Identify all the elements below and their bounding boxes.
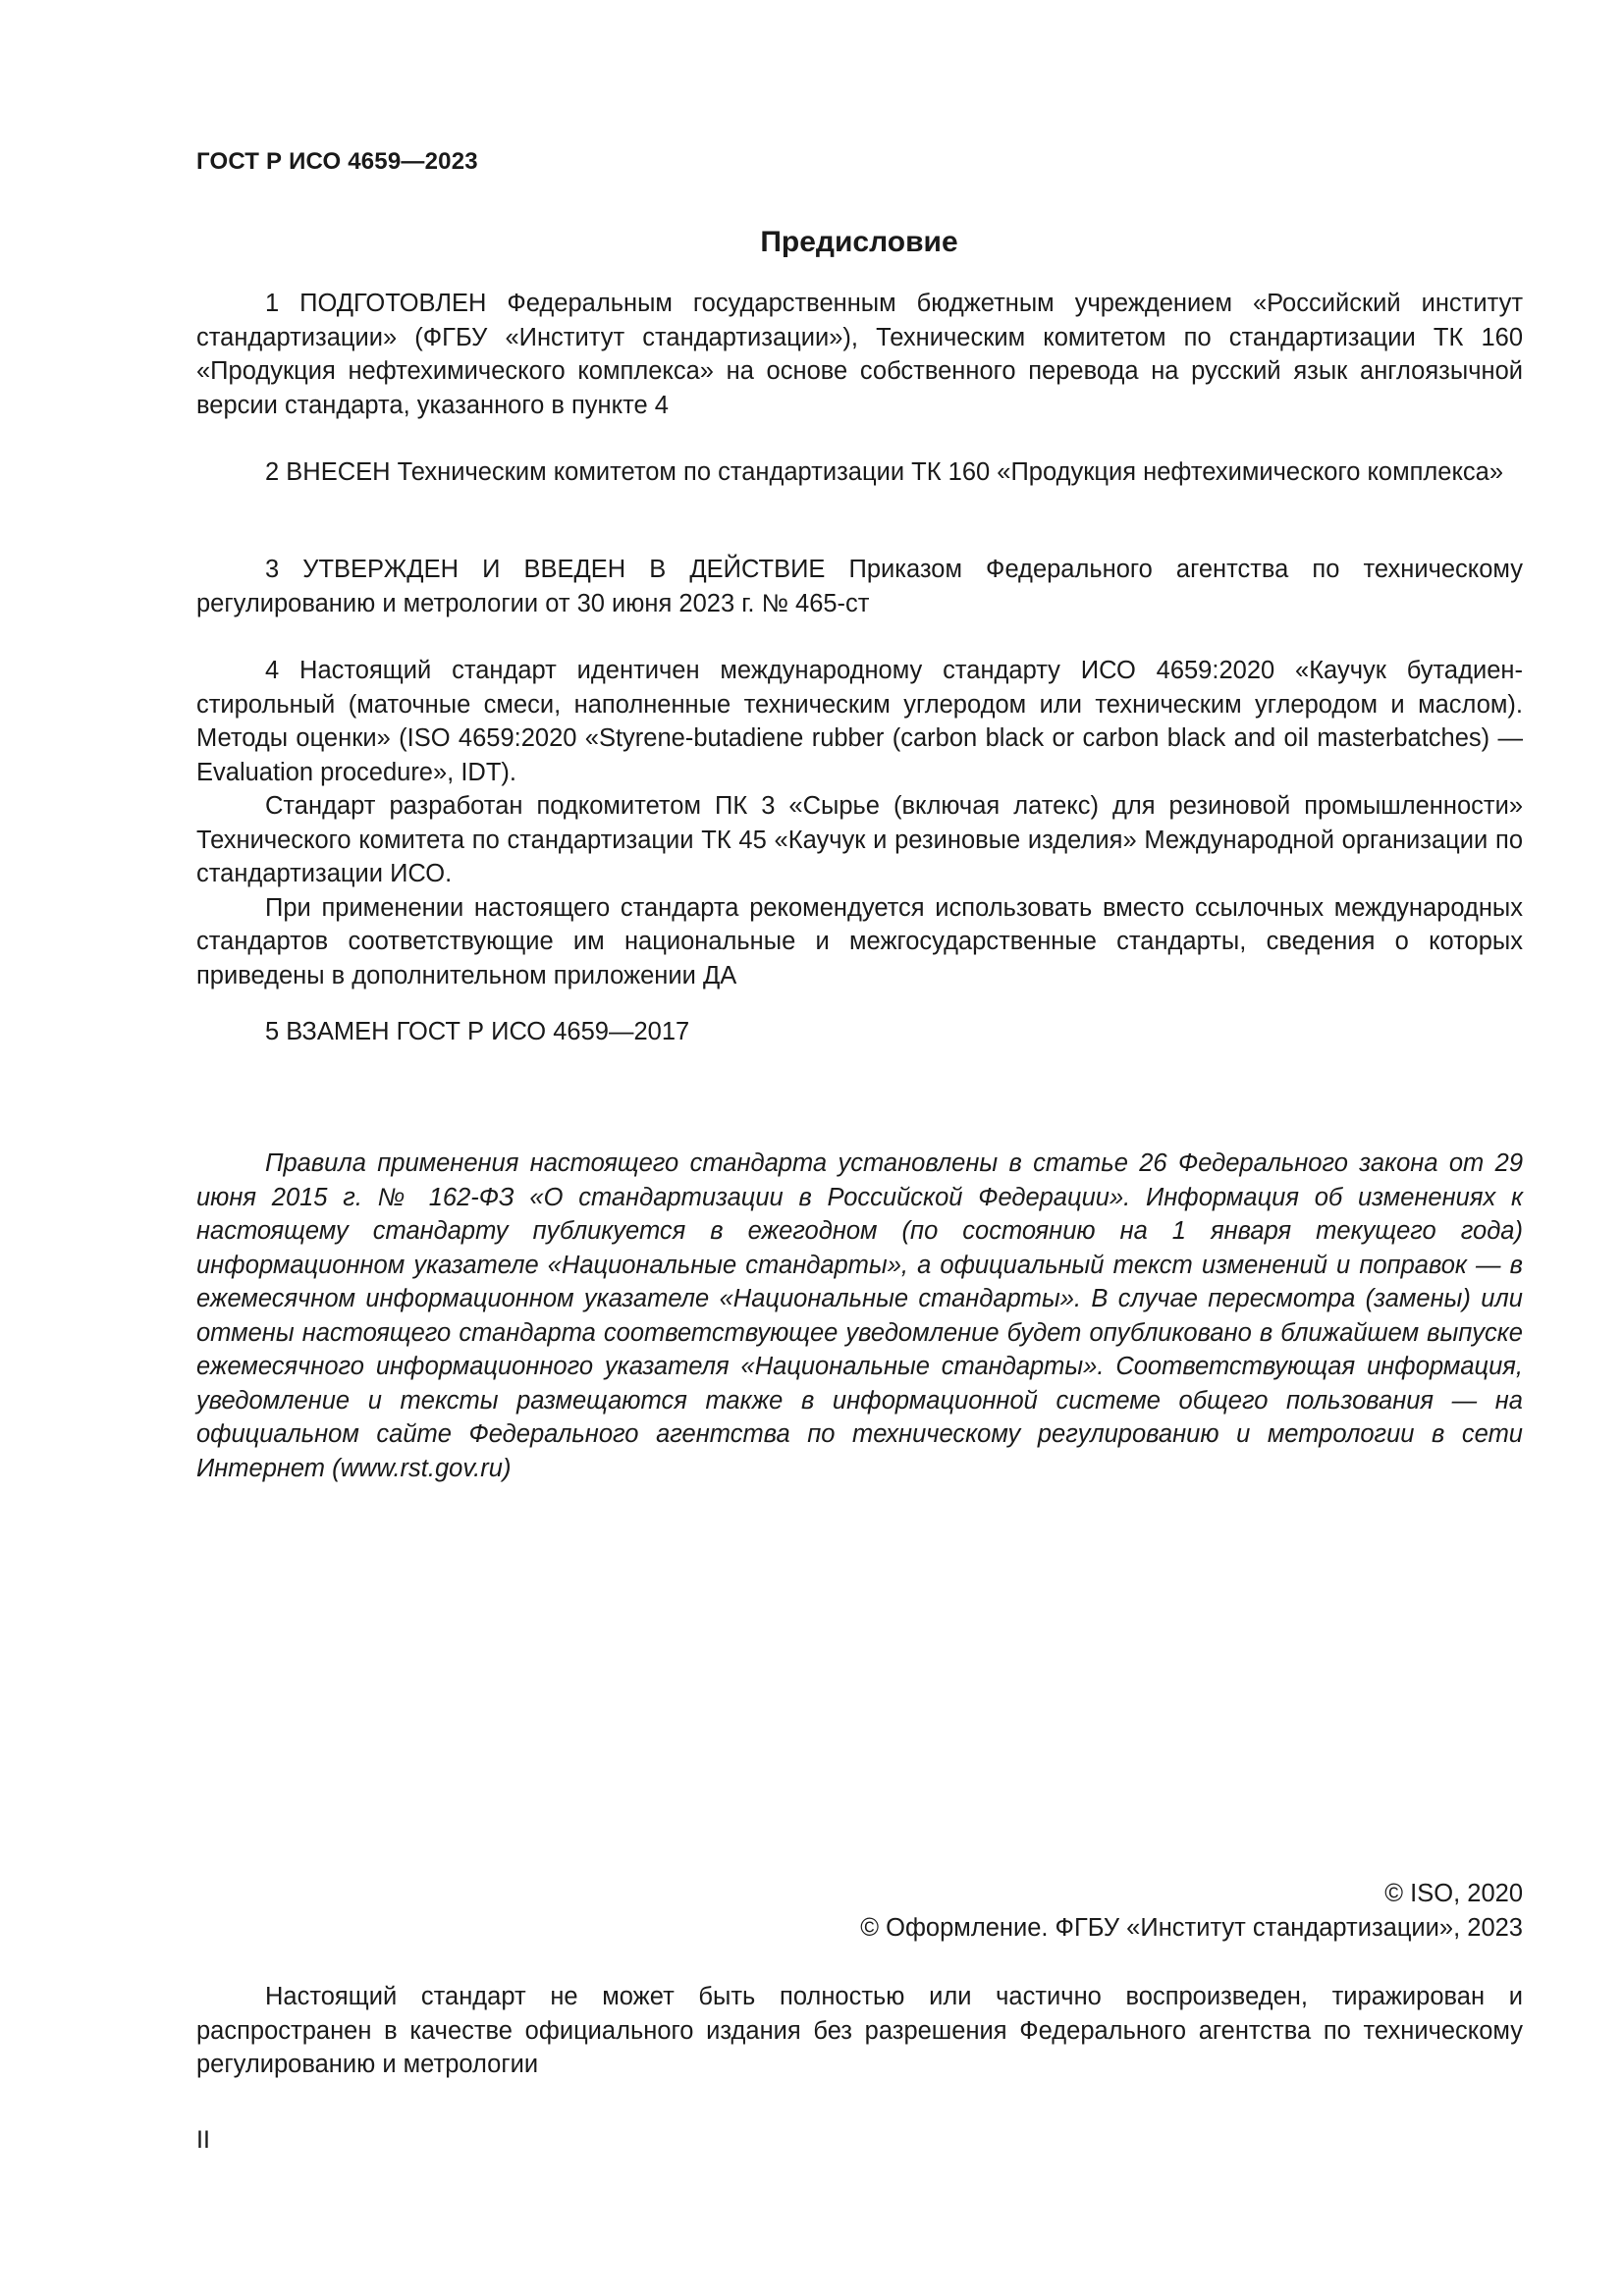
reproduction-paragraph: Настоящий стандарт не может быть полностью или частично воспроизведен, тиражирован и распространен в качестве официального издания без разрешения Федерального агентства по техническому регулированию и метрологии — [196, 1983, 1523, 2078]
foreword-paragraph: 3 УТВЕРЖДЕН И ВВЕДЕН В ДЕЙСТВИЕ Приказом Федерального агентства по техническому регулированию и метрологии от 30 июня 2023 г. № 465-ст — [196, 556, 1523, 617]
document-code-header: ГОСТ Р ИСО 4659—2023 — [196, 148, 478, 175]
foreword-section-3 — [196, 553, 1523, 620]
design-copyright: © Оформление. ФГБУ «Институт стандартизации», 2023 — [860, 1913, 1523, 1942]
application-rules-notice — [196, 1147, 1523, 1485]
foreword-paragraph: Стандарт разработан подкомитетом ПК 3 «Сырье (включая латекс) для резиновой промышленности» Технического комитета по стандартизации ТК 45 «Каучук и резиновые изделия» Международной организации по стандартизации ИСО. — [196, 792, 1523, 887]
foreword-section-1 — [196, 287, 1523, 422]
foreword-paragraph: 1 ПОДГОТОВЛЕН Федеральным государственным бюджетным учреждением «Российский институт стандартизации» (ФГБУ «Институт стандартизации»), Техническим комитетом по стандартизации ТК 160 «Продукция нефтехимического комплекса» на основе собственного перевода на русский язык англоязычной версии стандарта, указанного в пункте 4 — [196, 290, 1523, 419]
page-number: II — [196, 2126, 210, 2154]
foreword-paragraph: При применении настоящего стандарта рекомендуется использовать вместо ссылочных международных стандартов соответствующие им национальные и межгосударственные стандарты, сведения о которых приведены в дополнительном приложении ДА — [196, 893, 1523, 989]
copyright-block — [196, 1877, 1523, 1945]
foreword-section-5 — [196, 1015, 1523, 1049]
foreword-section-4 — [196, 654, 1523, 992]
foreword-paragraph: 4 Настоящий стандарт идентичен международному стандарту ИСО 4659:2020 «Каучук бутадиен-стирольный (маточные смеси, наполненные техническим углеродом или техническим углеродом и маслом). Методы оценки» (ISO 4659:2020 «Styrene-butadiene rubber (carbon black or carbon black and oil masterbatches) — Evaluation procedure», IDT). — [196, 657, 1523, 786]
foreword-paragraph: 5 ВЗАМЕН ГОСТ Р ИСО 4659—2017 — [265, 1018, 690, 1045]
page-title: Предисловие — [760, 226, 958, 258]
notice-paragraph: Правила применения настоящего стандарта установлены в статье 26 Федерального закона от 29 июня 2015 г. № 162-ФЗ «О стандартизации в Российской Федерации». Информация об изменениях к настоящему стандарту публикуется в ежегодном (по состоянию на 1 января текущего года) информационном указателе «Национальные стандарты», а официальный текст изменений и поправок — в ежемесячном информационном указателе «Национальные стандарты». В случае пересмотра (замены) или отмены настоящего стандарта соответствующее уведомление будет опубликовано в ближайшем выпуске ежемесячного информационного указателя «Национальные стандарты». Соответствующая информация, уведомление и тексты размещаются также в информационной системе общего пользования — на официальном сайте Федерального агентства по техническому регулированию и метрологии в сети Интернет (www.rst.gov.ru) — [196, 1149, 1523, 1482]
reproduction-notice — [196, 1980, 1523, 2082]
foreword-paragraph: 2 ВНЕСЕН Техническим комитетом по стандартизации ТК 160 «Продукция нефтехимического комплекса» — [265, 458, 1504, 486]
foreword-section-2 — [196, 455, 1523, 490]
iso-copyright: © ISO, 2020 — [1384, 1880, 1523, 1907]
